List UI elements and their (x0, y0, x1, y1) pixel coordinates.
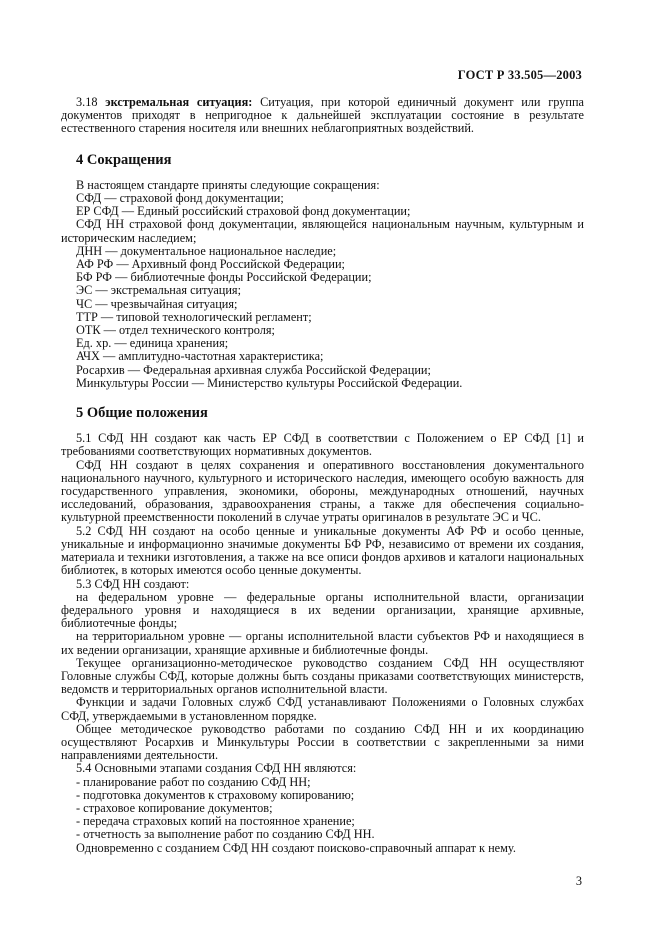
term-heading: экстремальная ситуация: (105, 95, 253, 109)
clause-number: 3.18 (76, 95, 98, 109)
page-number: 3 (575, 874, 582, 888)
abbreviations-intro: В настоящем стандарте приняты следующие сокращения: (76, 177, 380, 192)
abbreviation-item: БФ РФ — библиотечные фонды Российской Федерации; (76, 270, 372, 285)
abbreviation-item: Ед. хр. — единица хранения; (76, 336, 229, 351)
term-definition: Ситуация, при которой единичный документ или группа документов приходят в непригодное к дальнейшей эксплуатации состояние в результате естественного старения носителя или внешних неблагоприятных воздействий. (61, 95, 585, 136)
stage-item: - страховое копирование документов; (76, 800, 273, 815)
paragraph: на федеральном уровне — федеральные органы исполнительной власти, организации федерального уровня и находящиеся в их ведении организации, хранящие архивные, библиотечные фонды; (61, 589, 584, 631)
stage-item: - подготовка документов к страховому копированию; (76, 787, 355, 802)
clause-3-18 (61, 96, 584, 136)
abbreviation-item: Минкультуры России — Министерство культуры Российской Федерации. (76, 375, 463, 390)
closing-paragraph: Одновременно с созданием СФД НН создают поисково-справочный аппарат к нему. (76, 840, 516, 855)
abbreviations-list (61, 179, 584, 390)
paragraph: 5.3 СФД НН создают: (76, 576, 190, 591)
abbreviation-item: АЧХ — амплитудно-частотная характеристика; (76, 349, 324, 364)
abbreviation-item: СФД НН страховой фонд документации, являющейся национальным научным, культурным и историческим наследием; (61, 217, 584, 245)
abbreviation-item: АФ РФ — Архивный фонд Российской Федерации; (76, 257, 345, 272)
paragraph: СФД НН создают в целях сохранения и оперативного восстановления документального национального научного, культурного и исторического наследия, имеющего особую важность для государственного управления, экономики, обороны, международных отношений, научных исследований, образования, здравоохранения страны, а также для обеспечения социально-культурной преемственности поколений в случае утраты оригиналов в результате ЭС и ЧС. (61, 457, 584, 525)
paragraph: Текущее организационно-методическое руководство созданием СФД НН осуществляют Головные службы СФД, которые должны быть созданы приказами соответствующих министерств, ведомств и территориальных органов исполнительной власти. (61, 655, 584, 697)
paragraph: 5.1 СФД НН создают как часть ЕР СФД в соответствии с Положением о ЕР СФД [1] и требованиями соответствующих нормативных документов. (61, 431, 584, 459)
abbreviation-item: ЧС — чрезвычайная ситуация; (76, 296, 238, 311)
abbreviation-item: Росархив — Федеральная архивная служба Российской Федерации; (76, 362, 431, 377)
paragraph: 5.4 Основными этапами создания СФД НН являются: (76, 761, 357, 776)
paragraph: 5.2 СФД НН создают на особо ценные и уникальные документы АФ РФ и особо ценные, уникальные и информационно значимые документы БФ РФ, независимо от времени их создания, материала и техники изготовления, а также на все описи фондов архивов и каталоги национальных библиотек, в которых имеются особо ценные документы. (61, 523, 584, 578)
paragraph: Общее методическое руководство работами по созданию СФД НН и их координацию осуществляют Росархив и Минкультуры России в соответствии с закрепленными за ними направлениями деятельности. (61, 721, 584, 763)
paragraph: Функции и задачи Головных служб СФД устанавливают Положениями о Головных службах СФД, утверждаемыми в установленном порядке. (61, 695, 584, 723)
stage-item: - отчетность за выполнение работ по созданию СФД НН. (76, 827, 375, 842)
abbreviation-item: ТТР — типовой технологический регламент; (76, 309, 312, 324)
abbreviation-item: ЕР СФД — Единый российский страховой фонд документации; (76, 204, 411, 219)
paragraph: на территориальном уровне — органы исполнительной власти субъектов РФ и находящиеся в их ведении организации, хранящие архивные и библиотечные фонды. (61, 629, 584, 657)
section-4-title: 4 Сокращения (76, 151, 172, 168)
abbreviation-item: ОТК — отдел технического контроля; (76, 323, 275, 338)
abbreviation-item: ДНН — документальное национальное наследие; (76, 243, 337, 258)
abbreviation-item: СФД — страховой фонд документации; (76, 191, 284, 206)
page-body (61, 96, 584, 855)
stage-item: - передача страховых копий на постоянное хранение; (76, 814, 355, 829)
general-provisions (61, 432, 584, 855)
document-header: ГОСТ Р 33.505—2003 (457, 68, 582, 82)
stage-item: - планирование работ по созданию СФД НН; (76, 774, 311, 789)
section-5-title: 5 Общие положения (76, 405, 208, 422)
abbreviation-item: ЭС — экстремальная ситуация; (76, 283, 242, 298)
